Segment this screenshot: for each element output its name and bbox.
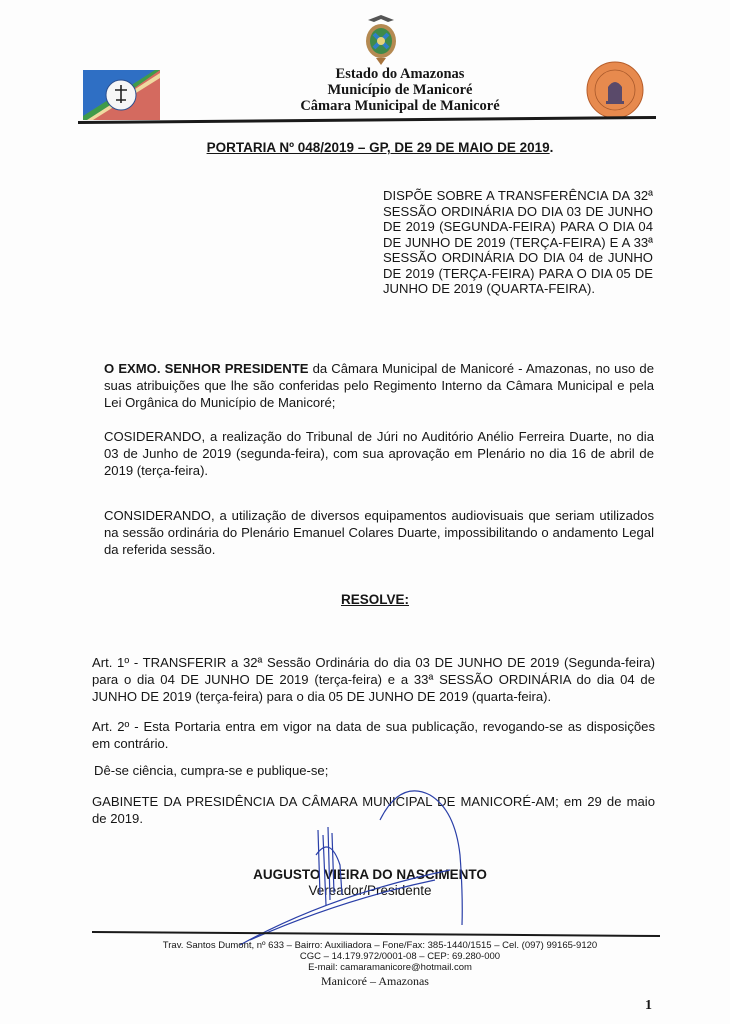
header-municipality: Município de Manicoré [327, 82, 473, 98]
footer-divider [92, 930, 660, 938]
document-title-suffix: . [549, 140, 554, 155]
preamble-authority: O EXMO. SENHOR PRESIDENTE [104, 361, 309, 376]
footer-city: Manicoré – Amazonas [321, 974, 429, 988]
state-coat-of-arms-icon [362, 12, 400, 67]
header-institution [200, 66, 600, 114]
preamble-paragraph [104, 360, 654, 411]
footer-cgc: CGC – 14.179.972/0001-08 – CEP: 69.280-000 [299, 951, 501, 962]
closing-formula: Dê-se ciência, cumpra-se e publique-se; [94, 763, 329, 778]
header-chamber: Câmara Municipal de Manicoré [300, 98, 500, 114]
article-1: Art. 1º - TRANSFERIR a 32ª Sessão Ordinária do dia 03 DE JUNHO DE 2019 (Segunda-feira) para o dia 04 DE JUNHO DE 2019 (terça-feira) e a 33ª SESSÃO ORDINÁRIA do dia 04 de JUNHO DE 2019 (terça-feira) para o dia 05 DE JUNHO DE 2019 (quarta-feira). [92, 655, 655, 704]
resolve-heading: RESOLVE: [340, 592, 409, 607]
article-2: Art. 2º - Esta Portaria entra em vigor na data de sua publicação, revogando-se as disposições em contrário. [92, 719, 655, 751]
page-number: 1 [645, 998, 652, 1013]
considerando-paragraph-1: COSIDERANDO, a realização do Tribunal de Júri no Auditório Anélio Ferreira Duarte, no dia 03 de Junho de 2019 (segunda-feira), com sua aprovação em Plenário no dia 16 de abril de 2019 (terça-feira). [104, 429, 654, 478]
ementa-summary: DISPÕE SOBRE A TRANSFERÊNCIA DA 32ª SESSÃO ORDINÁRIA DO DIA 03 DE JUNHO DE 2019 (SEGUNDA-FEIRA) PARA O DIA 04 DE JUNHO DE 2019 (TERÇA-FEIRA) E A 33ª SESSÃO ORDINÁRIA DO DIA 04 de JUNHO DE 2019 (TERÇA-FEIRA) PARA O DIA 05 DE JUNHO DE 2019 (QUARTA-FEIRA). [383, 188, 653, 296]
header-state: Estado do Amazonas [335, 66, 465, 82]
signatory-name: AUGUSTO VIEIRA DO NASCIMENTO [253, 867, 487, 882]
document-title [160, 140, 600, 155]
footer-address: Trav. Santos Dumont, nº 633 – Bairro: Auxiliadora – Fone/Fax: 385-1440/1515 – Cel. (097) 99165-9120 [162, 940, 598, 951]
header-divider [78, 116, 656, 124]
preamble-text: da Câmara Municipal de Manicoré - Amazonas, no uso de suas atribuições que lhe são conferidas pelo Regimento Interno da Câmara Municipal e pela Lei Orgânica do Município de Manicoré; [104, 361, 654, 410]
municipal-flag-icon [83, 70, 160, 120]
document-title-text: PORTARIA Nº 048/2019 – GP, DE 29 DE MAIO DE 2019 [206, 140, 550, 155]
footer-email: E-mail: camaramanicore@hotmail.com [308, 962, 472, 973]
signatory-role: Vereador/Presidente [308, 883, 432, 898]
considerando-paragraph-2: CONSIDERANDO, a utilização de diversos equipamentos audiovisuais que seriam utilizados na sessão ordinária do Plenário Emanuel Colares Duarte, impossibilitando o andamento Legal da referida sessão. [104, 508, 654, 557]
gabinete-date-line: GABINETE DA PRESIDÊNCIA DA CÂMARA MUNICIPAL DE MANICORÉ-AM; em 29 de maio de 2019. [92, 794, 655, 826]
